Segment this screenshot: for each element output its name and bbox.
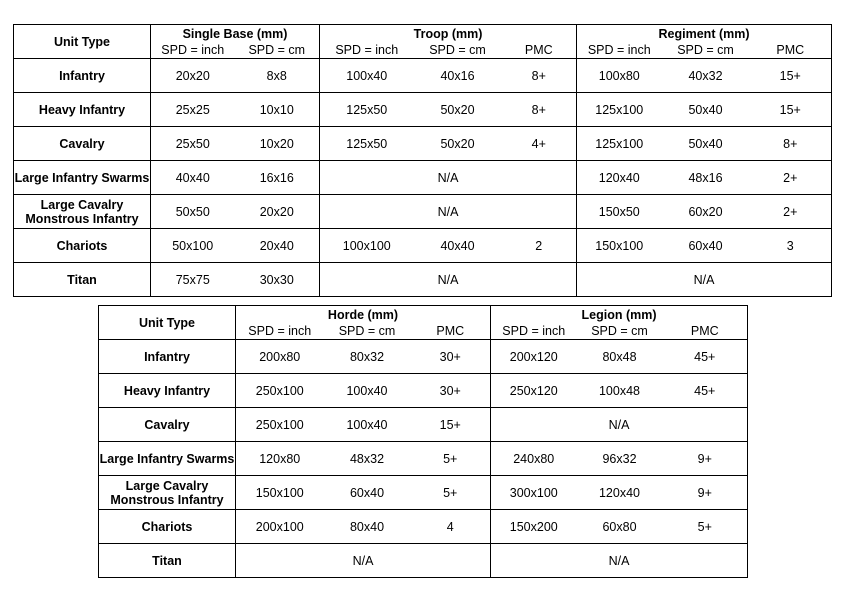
cell: 45+: [663, 374, 748, 408]
cell: 15+: [750, 59, 832, 93]
cell: 30+: [411, 374, 491, 408]
cell: 2+: [750, 195, 832, 229]
cell: 100x80: [577, 59, 662, 93]
table-row: [99, 374, 748, 408]
cell: 4+: [502, 127, 577, 161]
cell: 8x8: [235, 59, 320, 93]
na-cell: N/A: [320, 263, 577, 297]
na-cell: N/A: [320, 161, 577, 195]
unit-name: Large Infantry Swarms: [99, 442, 236, 476]
cell: 60x40: [662, 229, 750, 263]
cell: 125x50: [320, 93, 414, 127]
table-row: [14, 229, 832, 263]
col-header: SPD = cm: [235, 42, 320, 59]
base-size-table-1: [13, 24, 832, 297]
cell: 200x80: [236, 340, 324, 374]
cell: 40x16: [414, 59, 502, 93]
cell: 100x100: [320, 229, 414, 263]
cell: 2+: [750, 161, 832, 195]
cell: 10x10: [235, 93, 320, 127]
cell: 80x32: [324, 340, 411, 374]
cell: 20x20: [151, 59, 235, 93]
table-row: [14, 127, 832, 161]
na-cell: N/A: [320, 195, 577, 229]
cell: 4: [411, 510, 491, 544]
table-row: [14, 93, 832, 127]
cell: 50x40: [662, 127, 750, 161]
na-cell: N/A: [491, 544, 748, 578]
cell: 2: [502, 229, 577, 263]
cell: 40x32: [662, 59, 750, 93]
cell: 200x100: [236, 510, 324, 544]
table-row: [14, 195, 832, 229]
cell: 100x40: [324, 408, 411, 442]
cell: 125x50: [320, 127, 414, 161]
cell: 75x75: [151, 263, 235, 297]
cell: 150x200: [491, 510, 577, 544]
cell: 16x16: [235, 161, 320, 195]
cell: 150x100: [236, 476, 324, 510]
table-row: [99, 408, 748, 442]
cell: 25x25: [151, 93, 235, 127]
cell: 3: [750, 229, 832, 263]
cell: 25x50: [151, 127, 235, 161]
cell: 9+: [663, 476, 748, 510]
cell: 96x32: [577, 442, 663, 476]
horde-header: Horde (mm): [236, 306, 491, 324]
cell: 40x40: [414, 229, 502, 263]
cell: 50x100: [151, 229, 235, 263]
col-header: PMC: [663, 323, 748, 340]
cell: 125x100: [577, 93, 662, 127]
cell: 15+: [411, 408, 491, 442]
unit-name: Heavy Infantry: [14, 93, 151, 127]
cell: 80x48: [577, 340, 663, 374]
legion-header: Legion (mm): [491, 306, 748, 324]
table-row: [99, 442, 748, 476]
unit-name: Cavalry: [14, 127, 151, 161]
cell: 5+: [663, 510, 748, 544]
cell: 120x80: [236, 442, 324, 476]
single-base-header: Single Base (mm): [151, 25, 320, 43]
unit-name: Infantry: [99, 340, 236, 374]
regiment-header: Regiment (mm): [577, 25, 832, 43]
cell: 8+: [502, 93, 577, 127]
cell: 60x40: [324, 476, 411, 510]
col-header: PMC: [502, 42, 577, 59]
cell: 80x40: [324, 510, 411, 544]
na-cell: N/A: [577, 263, 832, 297]
table-row: [14, 263, 832, 297]
col-header: PMC: [411, 323, 491, 340]
cell: 250x100: [236, 374, 324, 408]
cell: 48x16: [662, 161, 750, 195]
cell: 45+: [663, 340, 748, 374]
cell: 300x100: [491, 476, 577, 510]
cell: 250x120: [491, 374, 577, 408]
cell: 30+: [411, 340, 491, 374]
cell: 100x48: [577, 374, 663, 408]
unit-name: Large Cavalry Monstrous Infantry: [99, 476, 236, 510]
cell: 150x50: [577, 195, 662, 229]
na-cell: N/A: [491, 408, 748, 442]
cell: 60x20: [662, 195, 750, 229]
cell: 15+: [750, 93, 832, 127]
cell: 50x40: [662, 93, 750, 127]
cell: 20x40: [235, 229, 320, 263]
unit-name: Large Infantry Swarms: [14, 161, 151, 195]
na-cell: N/A: [236, 544, 491, 578]
unit-name: Titan: [14, 263, 151, 297]
cell: 60x80: [577, 510, 663, 544]
unit-type-header: Unit Type: [14, 25, 151, 59]
unit-name: Heavy Infantry: [99, 374, 236, 408]
col-header: SPD = inch: [577, 42, 662, 59]
cell: 30x30: [235, 263, 320, 297]
table-row: [99, 476, 748, 510]
base-size-table-2: [98, 305, 748, 578]
col-header: SPD = inch: [491, 323, 577, 340]
col-header: SPD = cm: [662, 42, 750, 59]
cell: 10x20: [235, 127, 320, 161]
col-header: SPD = inch: [320, 42, 414, 59]
unit-name: Titan: [99, 544, 236, 578]
table-row: [99, 340, 748, 374]
cell: 50x20: [414, 93, 502, 127]
cell: 250x100: [236, 408, 324, 442]
col-header: PMC: [750, 42, 832, 59]
cell: 120x40: [577, 476, 663, 510]
cell: 20x20: [235, 195, 320, 229]
cell: 120x40: [577, 161, 662, 195]
cell: 240x80: [491, 442, 577, 476]
cell: 50x50: [151, 195, 235, 229]
col-header: SPD = inch: [151, 42, 235, 59]
cell: 125x100: [577, 127, 662, 161]
cell: 48x32: [324, 442, 411, 476]
table-row: [14, 161, 832, 195]
unit-name: Chariots: [14, 229, 151, 263]
unit-name: Large Cavalry Monstrous Infantry: [14, 195, 151, 229]
col-header: SPD = cm: [324, 323, 411, 340]
cell: 50x20: [414, 127, 502, 161]
cell: 5+: [411, 442, 491, 476]
unit-name: Chariots: [99, 510, 236, 544]
cell: 8+: [502, 59, 577, 93]
cell: 100x40: [324, 374, 411, 408]
unit-name: Infantry: [14, 59, 151, 93]
table-row: [99, 544, 748, 578]
cell: 8+: [750, 127, 832, 161]
cell: 9+: [663, 442, 748, 476]
unit-name: Cavalry: [99, 408, 236, 442]
table-row: [99, 510, 748, 544]
cell: 200x120: [491, 340, 577, 374]
cell: 150x100: [577, 229, 662, 263]
cell: 5+: [411, 476, 491, 510]
troop-header: Troop (mm): [320, 25, 577, 43]
col-header: SPD = cm: [577, 323, 663, 340]
unit-type-header: Unit Type: [99, 306, 236, 340]
cell: 100x40: [320, 59, 414, 93]
col-header: SPD = inch: [236, 323, 324, 340]
table-row: [14, 59, 832, 93]
cell: 40x40: [151, 161, 235, 195]
col-header: SPD = cm: [414, 42, 502, 59]
